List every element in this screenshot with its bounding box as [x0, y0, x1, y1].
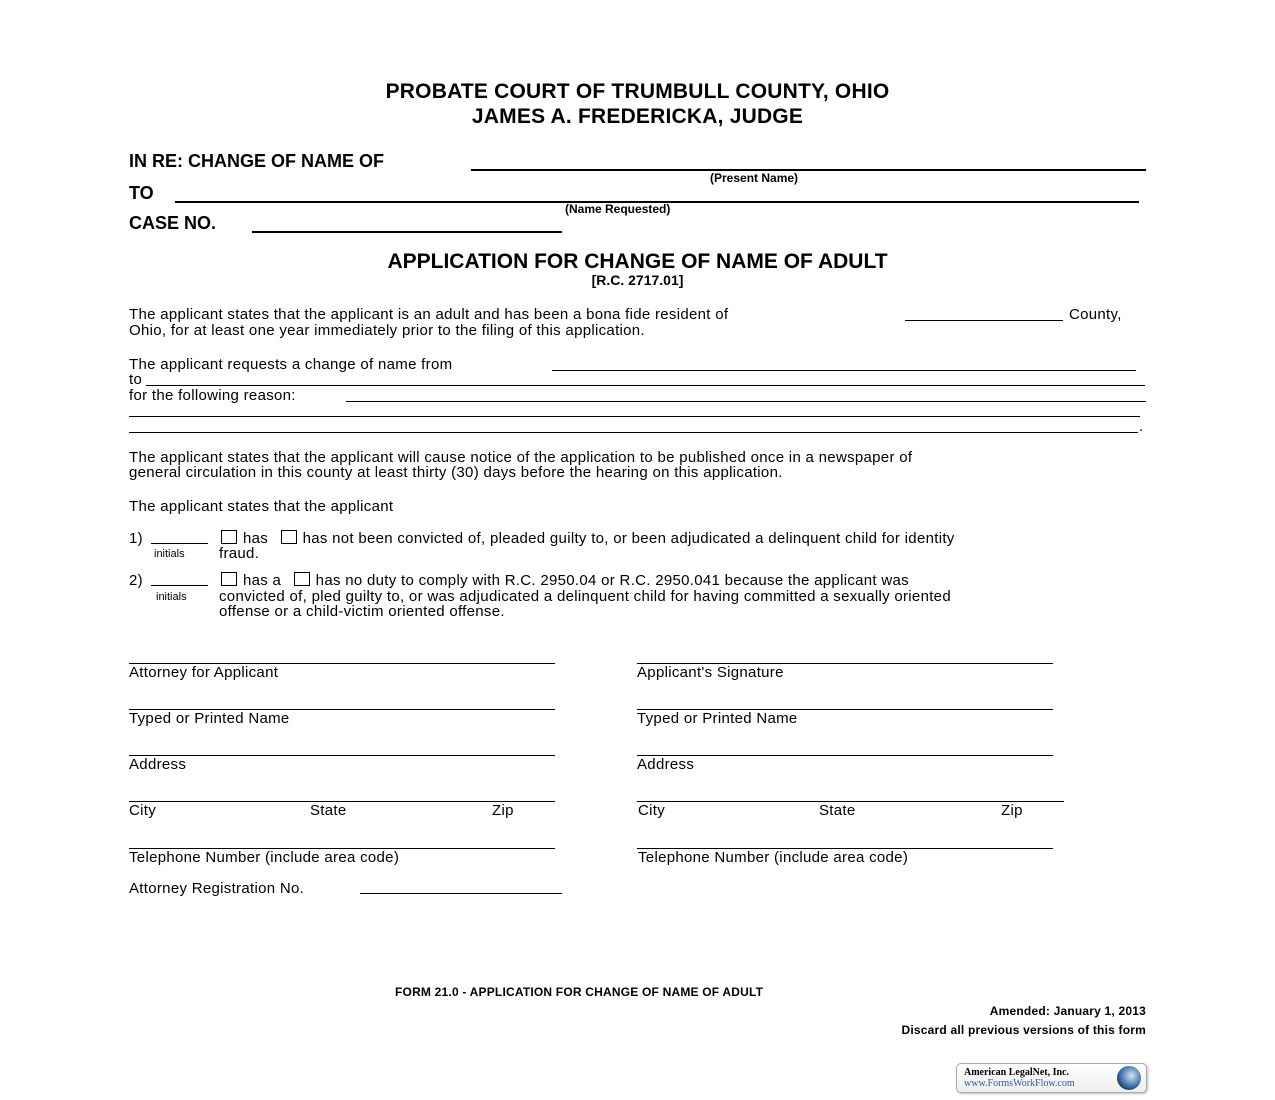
statute-reference: [R.C. 2717.01] — [591, 272, 684, 288]
county-field[interactable] — [905, 320, 1063, 321]
court-name: PROBATE COURT OF TRUMBULL COUNTY, OHIO — [385, 80, 890, 103]
case-no-field[interactable] — [252, 231, 562, 233]
attorney-phone-label: Telephone Number (include area code) — [129, 849, 400, 866]
attorney-state-label: State — [310, 802, 347, 819]
item-1-option-b: has not been convicted of, pleaded guilty to, or been adjudicated a delinquent child for identity — [302, 530, 955, 547]
name-requested-hint: (Name Requested) — [565, 202, 671, 216]
applicant-city-label: City — [638, 802, 666, 819]
logo-company: American LegalNet, Inc. — [964, 1067, 1069, 1078]
discard-notice: Discard all previous versions of this form — [901, 1023, 1146, 1037]
attorney-registration-label: Attorney Registration No. — [129, 880, 305, 897]
attorney-registration-field[interactable] — [360, 893, 562, 894]
item-2-continuation-1: convicted of, pled guilty to, or was adjudicated a delinquent child for having committed a sexually oriented — [219, 588, 951, 605]
attorney-signature-label: Attorney for Applicant — [129, 664, 279, 681]
request-from-field[interactable] — [552, 370, 1136, 371]
present-name-hint: (Present Name) — [710, 171, 799, 185]
in-re-row — [129, 151, 384, 172]
applicant-name-label: Typed or Printed Name — [637, 710, 798, 727]
states-intro: The applicant states that the applicant — [129, 498, 394, 515]
applicant-address-line[interactable] — [637, 755, 1053, 756]
logo-url: www.FormsWorkFlow.com — [964, 1078, 1075, 1089]
applicant-state-label: State — [819, 802, 856, 819]
notice-text-2: general circulation in this county at least thirty (30) days before the hearing on this application. — [129, 464, 783, 481]
reason-end-period: . — [1139, 418, 1144, 435]
notice-text-1: The applicant states that the applicant will cause notice of the application to be published once in a newspaper of — [129, 449, 913, 466]
form-id: FORM 21.0 - APPLICATION FOR CHANGE OF NAME OF ADULT — [395, 985, 764, 999]
form-title: APPLICATION FOR CHANGE OF NAME OF ADULT — [387, 250, 888, 273]
request-to-field[interactable] — [146, 385, 1145, 386]
item-2-initials-label: initials — [156, 591, 187, 603]
residence-text-1a: The applicant states that the applicant is an adult and has been a bona fide resident of — [129, 306, 729, 323]
item-2-number: 2) — [129, 572, 143, 589]
applicant-zip-label: Zip — [1001, 802, 1023, 819]
item-1-continuation: fraud. — [219, 545, 260, 562]
item-1-checkbox-has-not[interactable] — [281, 530, 297, 544]
item-1-initials-field[interactable] — [151, 543, 208, 544]
attorney-address-label: Address — [129, 756, 187, 773]
item-2-line — [219, 572, 909, 589]
present-name-field[interactable] — [471, 169, 1146, 171]
attorney-zip-label: Zip — [492, 802, 514, 819]
residence-text-1b: County, — [1069, 306, 1122, 323]
item-2-checkbox-has-a[interactable] — [221, 572, 237, 586]
attorney-city-label: City — [129, 802, 157, 819]
applicant-phone-label: Telephone Number (include area code) — [638, 849, 909, 866]
applicant-signature-label: Applicant's Signature — [637, 664, 784, 681]
item-1-initials-label: initials — [154, 548, 185, 560]
item-2-option-b: has no duty to comply with R.C. 2950.04 or R.C. 2950.041 because the applicant was — [315, 572, 909, 589]
reason-field-2[interactable] — [129, 416, 1140, 417]
in-re-label: IN RE: CHANGE OF NAME OF — [129, 151, 384, 171]
item-2-checkbox-has-no-duty[interactable] — [294, 572, 310, 586]
applicant-address-label: Address — [637, 756, 695, 773]
judge-name: JAMES A. FREDERICKA, JUDGE — [471, 105, 804, 128]
item-1-number: 1) — [129, 530, 143, 547]
item-2-initials-field[interactable] — [151, 585, 208, 586]
to-label: TO — [129, 183, 154, 203]
attorney-address-line[interactable] — [129, 755, 555, 756]
american-legalnet-logo[interactable] — [956, 1063, 1147, 1093]
reason-label: for the following reason: — [129, 387, 296, 404]
request-from-label: The applicant requests a change of name from — [129, 356, 453, 373]
residence-text-2: Ohio, for at least one year immediately prior to the filing of this application. — [129, 322, 645, 339]
item-1-line — [219, 530, 955, 547]
amended-date: Amended: January 1, 2013 — [989, 1004, 1146, 1018]
reason-field-1[interactable] — [346, 401, 1146, 402]
globe-icon — [1117, 1066, 1141, 1090]
case-no-label: CASE NO. — [129, 213, 217, 233]
to-row — [129, 183, 154, 204]
case-no-row — [129, 213, 216, 234]
item-1-checkbox-has[interactable] — [221, 530, 237, 544]
reason-field-3[interactable] — [129, 432, 1138, 433]
request-to-label: to — [129, 371, 143, 388]
item-1-option-a: has — [243, 530, 269, 547]
attorney-name-label: Typed or Printed Name — [129, 710, 290, 727]
item-2-continuation-2: offense or a child-victim oriented offense. — [219, 603, 505, 620]
item-2-option-a: has a — [243, 572, 282, 589]
